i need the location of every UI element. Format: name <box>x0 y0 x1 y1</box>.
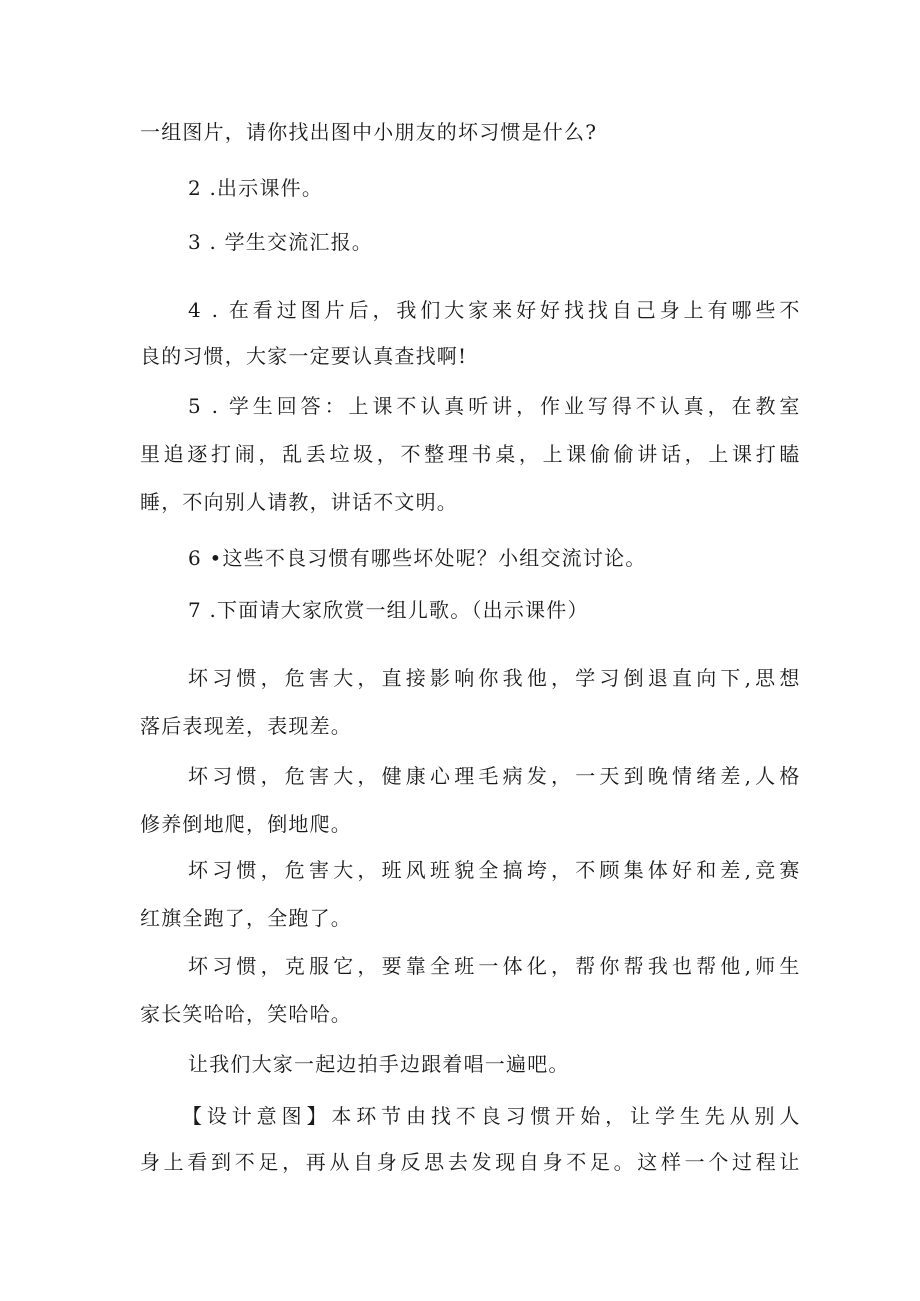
text-line-1: 一组图片，请你找出图中小朋友的坏习惯是什么? <box>140 120 598 144</box>
text-line-12: 落后表现差，表现差。 <box>140 714 352 738</box>
text-line-4: 4 . 在看过图片后，我们大家来好好找找自己身上有哪些不 <box>188 298 800 322</box>
text-line-7: 里追逐打闹，乱丢垃圾，不整理书桌，上课偷偷讲话，上课打瞌 <box>140 442 800 466</box>
text-line-10: 7 .下面请大家欣赏一组儿歌。（出示课件） <box>188 598 589 622</box>
text-line-16: 红旗全跑了，全跑了。 <box>140 906 352 930</box>
text-line-9: 6 •这些不良习惯有哪些坏处呢？小组交流讨论。 <box>188 546 647 570</box>
text-line-3: 3 . 学生交流汇报。 <box>188 230 373 254</box>
text-line-19: 让我们大家一起边拍手边跟着唱一遍吧。 <box>188 1052 570 1076</box>
text-line-8: 睡，不向别人请教，讲话不文明。 <box>140 490 458 514</box>
text-line-11: 坏习惯，危害大，直接影响你我他，学习倒退直向下,思想 <box>188 666 800 690</box>
text-line-6: 5 . 学生回答：上课不认真听讲，作业写得不认真，在教室 <box>188 394 800 418</box>
text-line-13: 坏习惯，危害大，健康心理毛病发，一天到晚情绪差,人格 <box>188 764 800 788</box>
text-line-20: 【设计意图】本环节由找不良习惯开始，让学生先从别人 <box>182 1104 800 1128</box>
text-line-17: 坏习惯，克服它，要靠全班一体化，帮你帮我也帮他,师生 <box>188 954 800 978</box>
text-line-15: 坏习惯，危害大，班风班貌全搞垮，不顾集体好和差,竞赛 <box>188 858 800 882</box>
text-line-2: 2 .出示课件。 <box>188 176 324 200</box>
text-line-5: 良的习惯，大家一定要认真查找啊! <box>140 344 468 368</box>
text-line-14: 修养倒地爬，倒地爬。 <box>140 812 352 836</box>
text-line-18: 家长笑哈哈，笑哈哈。 <box>140 1002 352 1026</box>
text-line-21: 身上看到不足，再从自身反思去发现自身不足。这样一个过程让 <box>140 1150 800 1174</box>
